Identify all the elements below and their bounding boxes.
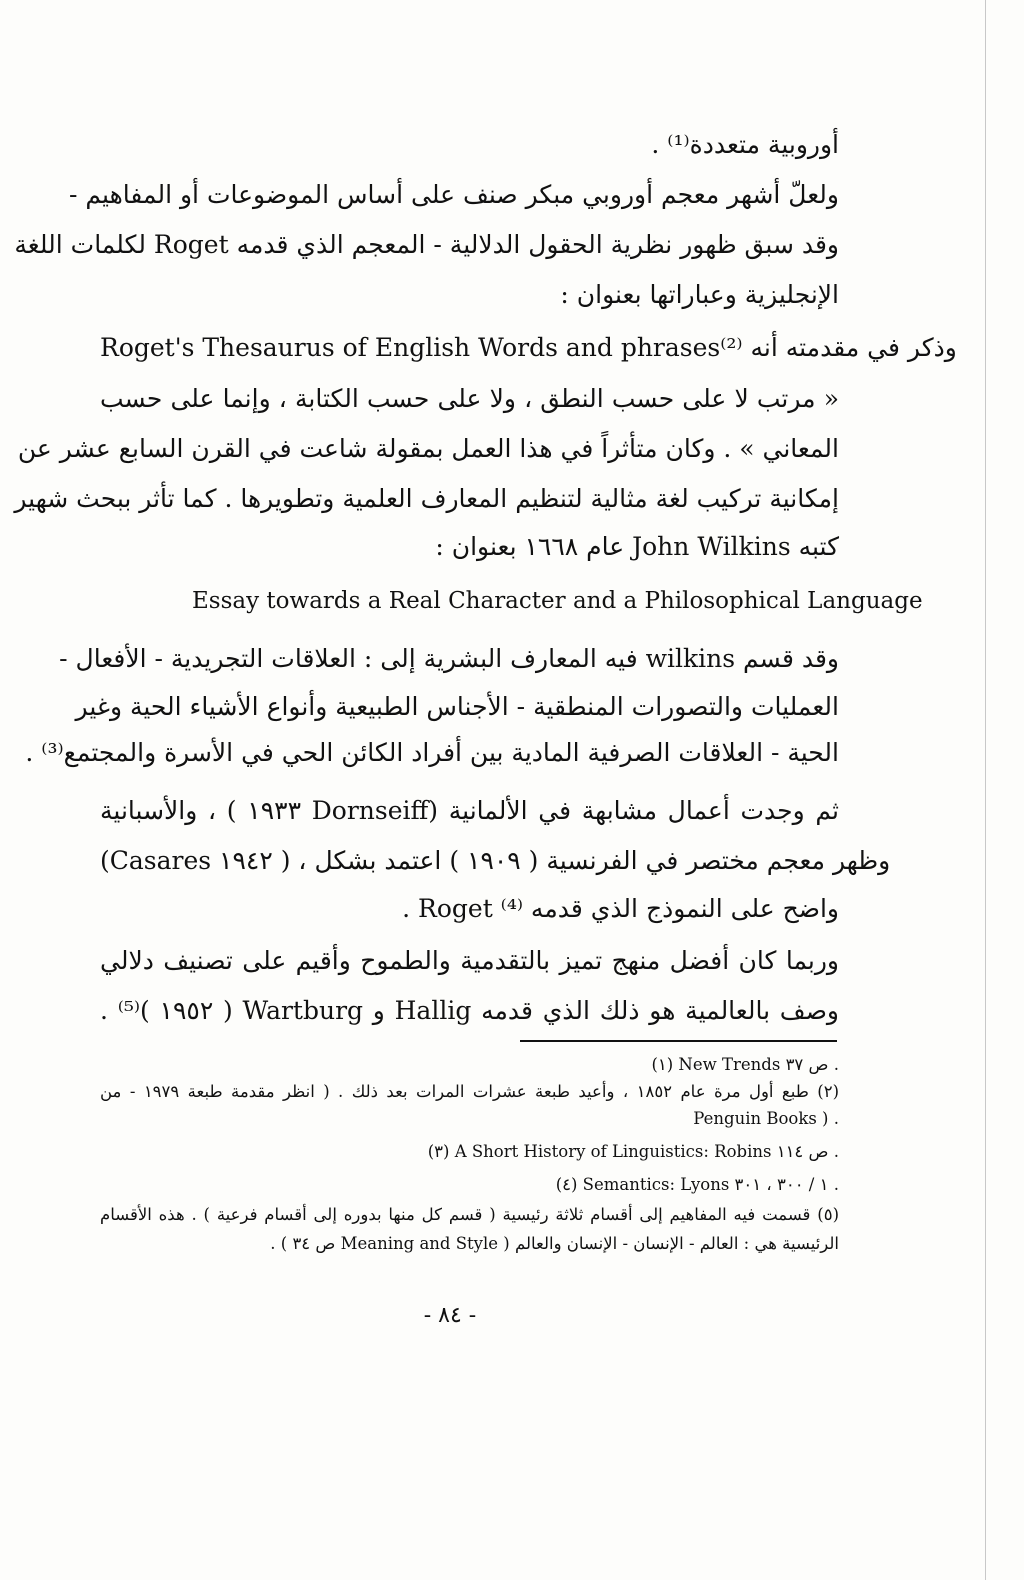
footnote-line: (١) New Trends ص ٣٧ . <box>651 1055 839 1074</box>
footnote-line: (٥) قسمت فيه المفاهيم إلى أقسام ثلاثة رئيسية ( قسم كل منها بدوره إلى أقسام فرعية ) . هذه الأقسام <box>100 1205 839 1224</box>
page-number: - ٨٤ - <box>423 1303 477 1328</box>
body-line: وصف بالعالمية هو ذلك الذي قدمه Hallig و Wartburg ( ١٩٥٢ )⁽⁵⁾ . <box>100 996 839 1025</box>
body-line: العمليات والتصورات المنطقية - الأجناس الطبيعية وأنواع الأشياء الحية وغير <box>75 692 839 721</box>
body-line: وربما كان أفضل منهج تميز بالتقدمية والطموح وأقيم على تصنيف دلالي <box>100 946 839 975</box>
body-line: ولعلّ أشهر معجم أوروبي مبكر صنف على أساس الموضوعات أو المفاهيم - <box>69 180 839 209</box>
body-line: « مرتب لا على حسب النطق ، ولا على حسب الكتابة ، وإنما على حسب <box>100 384 839 413</box>
body-line: وقد قسم wilkins فيه المعارف البشرية إلى : العلاقات التجريدية - الأفعال - <box>59 644 839 673</box>
body-line: إمكانية تركيب لغة مثالية لتنظيم المعارف العلمية وتطويرها . كما تأثر ببحث شهير <box>14 484 839 513</box>
body-line: كتبه John Wilkins عام ١٦٦٨ بعنوان : <box>435 532 839 561</box>
footnote-line: الرئيسية هي : العالم - الإنسان - الإنسان والعالم ( Meaning and Style ص ٣٤ ) . <box>270 1234 839 1253</box>
body-line: أوروبية متعددة⁽¹⁾ . <box>651 130 839 159</box>
footnote-line: (٣) A Short History of Linguistics: Robins ص ١١٤ . <box>427 1142 839 1161</box>
body-line: Roget's Thesaurus of English Words and phrases⁽²⁾ وذكر في مقدمته أنه <box>100 333 957 362</box>
body-line: الإنجليزية وعباراتها بعنوان : <box>560 280 839 309</box>
footnote-line: (٤) Semantics: Lyons ١ / ٣٠٠ ، ٣٠١ . <box>555 1175 839 1194</box>
footnote-line: Penguin Books ) . <box>693 1109 839 1128</box>
body-line: المعاني » . وكان متأثراً في هذا العمل بمقولة شاعت في القرن السابع عشر عن <box>17 434 839 463</box>
body-line: وقد سبق ظهور نظرية الحقول الدلالية - المعجم الذي قدمه Roget لكلمات اللغة <box>14 230 839 259</box>
body-line: (Casares ١٩٤٢ ) ، وظهر معجم مختصر في الفرنسية ( ١٩٠٩ ) اعتمد بشكل <box>100 846 891 875</box>
body-line: الحية - العلاقات الصرفية المادية بين أفراد الكائن الحي في الأسرة والمجتمع⁽³⁾ . <box>25 738 839 767</box>
body-line: واضح على النموذج الذي قدمه Roget ⁽⁴⁾ . <box>402 894 839 923</box>
body-line: ثم وجدت أعمال مشابهة في الألمانية (Dornseiff ١٩٣٣ ) ، والأسبانية <box>100 796 840 825</box>
book-title-english: Essay towards a Real Character and a Philosophical Language <box>192 588 923 614</box>
footnote-line: (٢) طبع أول مرة عام ١٨٥٢ ، وأعيد طبعة عشرات المرات بعد ذلك . ( انظر مقدمة طبعة ١٩٧٩ - من <box>100 1082 839 1101</box>
page-edge-rule <box>985 0 986 1580</box>
footnote-separator <box>520 1040 837 1042</box>
